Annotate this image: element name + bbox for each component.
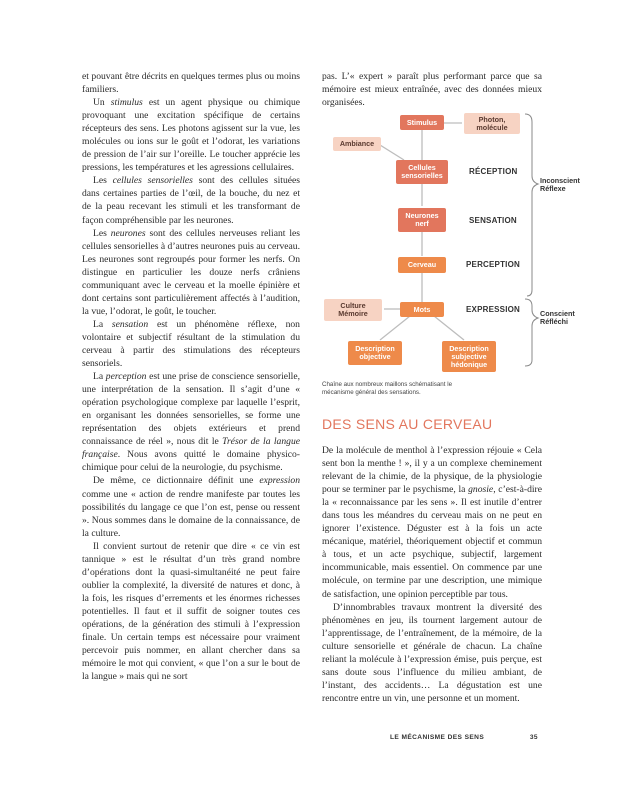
desc-obj-line2: objective bbox=[359, 352, 391, 361]
left-paragraph-7: De même, ce dictionnaire définit une expression comme une « action de rendre manifeste par toutes les possibilités du langage ce que l’on est, pense ou ressent ». Nous sommes dans le domaine de la connaissance, de la culture. bbox=[82, 475, 300, 539]
desc-subjective-box bbox=[442, 341, 496, 372]
mots-box bbox=[400, 302, 444, 317]
cerveau-label: Cerveau bbox=[407, 260, 437, 269]
left-paragraph-6: La perception est une prise de conscience sensorielle, une interprétation de la sensation. Il s’agit d’une « opération psychologique complexe par laquelle l’esprit, en organisant les données sensorielles, se forme une représentation des objets extérieurs et prend connaissance de réel », nous dit le Trésor de la langue française. Nous avons quitté le domaine physico-chimique pour celui de la neurologie, du psychisme. bbox=[82, 371, 300, 474]
left-paragraph-5: La sensation est un phénomène réflexe, non volontaire et subjectif résultant de la stimulation du cerveau à partir des stimulations des récepteurs sensoriels. bbox=[82, 318, 300, 370]
left-column bbox=[82, 70, 300, 683]
reflechi-label: Réfléchi bbox=[540, 317, 568, 327]
intro-paragraph: pas. L’« expert » paraît plus performant parce que sa mémoire est mieux entraînée, avec des données mieux organisées. bbox=[322, 71, 542, 109]
neurones-line2: nerf bbox=[415, 219, 429, 228]
photon-box bbox=[464, 113, 520, 134]
stimulus-box bbox=[400, 115, 444, 130]
page-number: 35 bbox=[529, 734, 538, 741]
cerveau-box bbox=[398, 257, 446, 273]
desc-subj-line3: hédonique bbox=[450, 359, 488, 369]
cellules-line1: Cellules bbox=[408, 163, 436, 172]
page-footer bbox=[390, 734, 542, 741]
brace-label-inconscient bbox=[540, 177, 580, 194]
culture-line1: Culture bbox=[340, 301, 366, 310]
stimulus-label: Stimulus bbox=[406, 117, 438, 127]
brace-label-conscient bbox=[540, 310, 575, 327]
photon-line1: Photon, bbox=[478, 114, 506, 124]
desc-subj-line1: Description bbox=[449, 343, 489, 353]
conscient-label: Conscient bbox=[540, 309, 575, 318]
right-paragraph-1: De la molécule de menthol à l’expression réjouie « Cela sent bon la menthe ! », il y a un complexe cheminement relevant de la chimie, de la physique, de la physiologie pour se terminer par le psychisme, la gnosie, c’est-à-dire la « reconnaissance par les sens ». Il est inutile d’entrer dans tous les méandres du cerveau mais on ne peut en ignorer l’existence. Déguster est à la fois un acte mécanique, matériel, théoriquement objectif et commun à tous, et un acte psychique, subjectif, largement incommunicable, mais essentiel. On commence par une molécule, on termine par une description, une mimique de satisfaction, une opinion perceptible par tous. bbox=[322, 445, 542, 600]
cellules-box bbox=[396, 160, 448, 184]
stage-expression: EXPRESSION bbox=[466, 305, 521, 314]
neurones-line1: Neurones bbox=[405, 211, 439, 220]
left-paragraph-1: et pouvant être décrits en quelques termes plus ou moins familiers. bbox=[82, 71, 300, 96]
left-paragraph-2: Un stimulus est un agent physique ou chimique provoquant une excitation spécifique de certains récepteurs des sens. Les photons agissent sur la vue, les molécules ou ions sur le goût et l’odorat, les variations de pression de l’air sur l’oreille. Le toucher apprécie les pressions, les températures et les agressions cellulaires. bbox=[82, 97, 301, 174]
desc-objective-box bbox=[348, 341, 402, 365]
culture-box bbox=[324, 299, 382, 321]
right-column-intro bbox=[322, 70, 542, 109]
ambiance-box bbox=[333, 137, 381, 151]
diagram-caption: Chaîne aux nombreux maillons schématisant le mécanisme général des sensations. bbox=[322, 381, 453, 396]
stage-sensation: SENSATION bbox=[469, 216, 517, 225]
inconscient-label: Inconscient bbox=[540, 176, 580, 185]
stage-perception: PERCEPTION bbox=[466, 260, 521, 269]
right-paragraph-2: D’innombrables travaux montrent la diversité des phénomènes en jeu, ils tournent largement autour de l’apprentissage, de l’entraînement, de la mémoire, de la culture sensorielle et générale de chacun. La chaîne reliant la molécule à l’expression émise, puis perçue, est sans doute sous l’influence du milieu ambiant, de l’instant, des accidents… La dégustation est une rencontre entre un vin, une personne et un moment. bbox=[322, 601, 542, 704]
desc-subj-line2: subjective bbox=[451, 351, 487, 361]
photon-line2: molécule bbox=[476, 122, 508, 132]
mots-label: Mots bbox=[413, 304, 431, 314]
culture-line2: Mémoire bbox=[338, 309, 368, 318]
cellules-line2: sensorielles bbox=[401, 171, 443, 180]
section-title: DES SENS AU CERVEAU bbox=[322, 416, 493, 432]
ambiance-label: Ambiance bbox=[339, 139, 375, 148]
neurones-box bbox=[398, 208, 446, 232]
left-paragraph-3: Les cellules sensorielles sont des cellules situées dans certaines parties de l’œil, de la bouche, du nez et de la peau recevant les stimuli et les transformant de façon compréhensible par les neurones. bbox=[82, 175, 300, 226]
desc-obj-line1: Description bbox=[355, 344, 395, 353]
left-paragraph-4: Les neurones sont des cellules nerveuses reliant les cellules sensorielles à d’autres neurones puis au cerveau. Les neurones sont regroupés pour former les nerfs. On distingue en particulier les douze nerfs crâniens communiquant avec le cerveau et la moelle épinière et dont certains sont particulièrement affectés à l’audition, la vue, l’odorat, le goût, le toucher. bbox=[82, 227, 300, 317]
sensation-diagram bbox=[322, 108, 580, 378]
running-head: LE MÉCANISME DES SENS bbox=[390, 734, 485, 741]
reflexe-label: Réflexe bbox=[540, 184, 566, 194]
right-column-body bbox=[322, 444, 542, 705]
left-paragraph-8: Il convient surtout de retenir que dire « ce vin est tannique » est le résultat d’un très grand nombre d’opérations dont la quasi-simultanéité ne peut faire oublier la complexité, la diversité de natures et donc, à la fois, les risques d’errements et les énormes richesses potentielles. Il faut et il suffit de soigner toutes ces opérations, de la génération des stimuli à l’expression finale. Un certain temps est nécessaire pour vraiment percevoir puis nommer, en allant chercher dans sa mémoire le mot qui convient, « que l’on a sur le bout de la langue » mais qui ne sort bbox=[82, 540, 300, 683]
stage-reception: RÉCEPTION bbox=[469, 167, 518, 176]
